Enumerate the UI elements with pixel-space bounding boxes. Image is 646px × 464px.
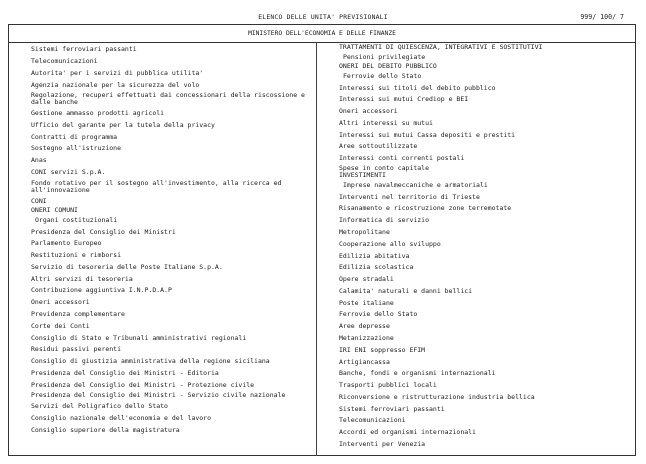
left-list-item: Consiglio di Stato e Tribunali amministrativi regionali bbox=[31, 333, 247, 342]
left-list-item: CONI servizi S.p.A. bbox=[31, 168, 106, 177]
left-list-item: Anas bbox=[31, 156, 47, 165]
right-list-item: Trasporti pubblici locali bbox=[339, 381, 437, 390]
right-list-item: Oneri accessori bbox=[339, 107, 398, 116]
right-list-item: Sistemi ferroviari passanti bbox=[339, 404, 445, 413]
left-list-item: Consiglio superiore della magistratura bbox=[31, 425, 180, 434]
right-list-item: Artigiancassa bbox=[339, 357, 390, 366]
right-list-item: Calamita' naturali e danni bellici bbox=[339, 286, 473, 295]
right-list-item: Cooperazione allo sviluppo bbox=[339, 239, 441, 248]
left-list-item: Parlamento Europeo bbox=[31, 239, 102, 248]
right-list-item: Banche, fondi e organismi internazionali bbox=[339, 369, 496, 378]
left-list-item: Autorita' per i servizi di pubblica utilita' bbox=[31, 68, 204, 77]
left-list-item: Organi costituzionali bbox=[35, 215, 118, 224]
left-section-heading: ONERI COMUNI bbox=[31, 207, 78, 215]
right-list-item: Interessi sui mutui Cassa depositi e prestiti bbox=[339, 130, 516, 139]
left-list-item: CONI bbox=[31, 196, 47, 205]
right-section-heading: INVESTIMENTI bbox=[339, 172, 386, 180]
right-list-item: Imprese navalmeccaniche e armatoriali bbox=[343, 180, 488, 189]
left-list-item: Servizio di tesoreria delle Poste Italiane S.p.A. bbox=[31, 262, 223, 271]
left-list-item: Fondo rotativo per il sostegno all'investimento, alla ricerca ed all'innovazione bbox=[31, 178, 282, 194]
right-list-item: Interessi sui mutui Crediop e BEI bbox=[339, 95, 469, 104]
left-list-item: Restituzioni e rimborsi bbox=[31, 251, 122, 260]
right-list-item: Aree depresse bbox=[339, 322, 390, 331]
left-list-item: Telecomunicazioni bbox=[31, 56, 98, 65]
right-list-item: Altri interessi su mutui bbox=[339, 118, 433, 127]
right-list-item: Risanamento e ricostruzione zone terremotate bbox=[339, 204, 512, 213]
right-list-item: Metropolitane bbox=[339, 227, 390, 236]
right-list-item: Edilizia abitativa bbox=[339, 251, 410, 260]
left-list-item: Gestione ammasso prodotti agricoli bbox=[31, 109, 165, 118]
ministry-heading: MINISTERO DELL'ECONOMIA E DELLE FINANZE bbox=[9, 25, 635, 43]
left-list-item: Corte dei Conti bbox=[31, 321, 90, 330]
left-list-item: Contribuzione aggiuntiva I.N.P.D.A.P bbox=[31, 286, 172, 295]
right-list-item: Accordi ed organismi internazionali bbox=[339, 428, 476, 437]
left-list-item: Agenzia nazionale per la sicurezza del volo bbox=[31, 80, 200, 89]
left-list-item: Regolazione, recuperi effettuati dai concessionari della riscossione e dalle banche bbox=[31, 91, 305, 107]
left-list-item: Residui passivi perenti bbox=[31, 345, 122, 354]
right-section-heading: Spese in conto capitale bbox=[339, 164, 430, 172]
right-list-item: Informatica di servizio bbox=[339, 216, 430, 225]
right-list-item: Metanizzazione bbox=[339, 334, 394, 342]
right-section-heading: ONERI DEL DEBITO PUBBLICO bbox=[339, 63, 437, 71]
right-list-item: Riconversione e ristrutturazione industria bellica bbox=[339, 392, 535, 401]
left-list-item: Sostegno all'istruzione bbox=[31, 144, 122, 153]
right-list-item: Pensioni privilegiate bbox=[343, 52, 426, 61]
right-list-item: Interessi sui titoli del debito pubblico bbox=[339, 83, 496, 92]
left-list-item: Servizi del Poligrafico dello Stato bbox=[31, 402, 168, 411]
right-list-item: Poste italiane bbox=[339, 298, 394, 307]
left-list-item: Consiglio di giustizia amministrativa della regione siciliana bbox=[31, 357, 270, 366]
left-list-item: Presidenza del Consiglio dei Ministri bbox=[31, 227, 176, 236]
right-list-item: IRI ENI soppresso EFIM bbox=[339, 345, 426, 354]
right-list-item: Ferrovie dello Stato bbox=[339, 310, 418, 319]
document-title: ELENCO DELLE UNITA' PREVISIONALI bbox=[258, 13, 388, 21]
page-code: 999/ 100/ 7 bbox=[580, 13, 624, 21]
right-column bbox=[339, 44, 627, 451]
left-list-item: Presidenza del Consiglio dei Ministri - Servizio civile nazionale bbox=[31, 391, 286, 400]
left-list-item: Consiglio nazionale dell'economia e del lavoro bbox=[31, 413, 212, 422]
left-list-item: Previdenza complementare bbox=[31, 310, 125, 319]
right-list-item: Interventi per Venezia bbox=[339, 440, 426, 449]
right-list-item: Telecomunicazioni bbox=[339, 416, 406, 425]
right-list-item: Aree sottoutilizzate bbox=[339, 142, 418, 151]
right-list-item: Ferrovie dello Stato bbox=[343, 71, 422, 80]
left-list-item: Ufficio del garante per la tutela della privacy bbox=[31, 120, 215, 129]
left-list-item: Oneri accessori bbox=[31, 298, 90, 307]
right-list-item: Interventi nel territorio di Trieste bbox=[339, 192, 480, 201]
column-divider bbox=[316, 43, 317, 456]
left-list-item: Contratti di programma bbox=[31, 132, 118, 141]
left-list-item: Sistemi ferroviari passanti bbox=[31, 45, 137, 54]
right-list-item: Opere stradali bbox=[339, 275, 394, 284]
left-list-item: Altri servizi di tesoreria bbox=[31, 274, 133, 283]
right-list-item: Interessi conti correnti postali bbox=[339, 154, 465, 163]
ministry-table bbox=[8, 24, 636, 456]
left-list-item: Presidenza del Consiglio dei Ministri - Editoria bbox=[31, 368, 219, 377]
left-column bbox=[31, 44, 313, 436]
right-list-item: Edilizia scolastica bbox=[339, 263, 414, 272]
right-section-heading: TRATTAMENTI DI QUIESCENZA, INTEGRATIVI E SOSTITUTIVI bbox=[339, 44, 543, 51]
left-list-item: Presidenza del Consiglio dei Ministri - Protezione civile bbox=[31, 380, 255, 389]
